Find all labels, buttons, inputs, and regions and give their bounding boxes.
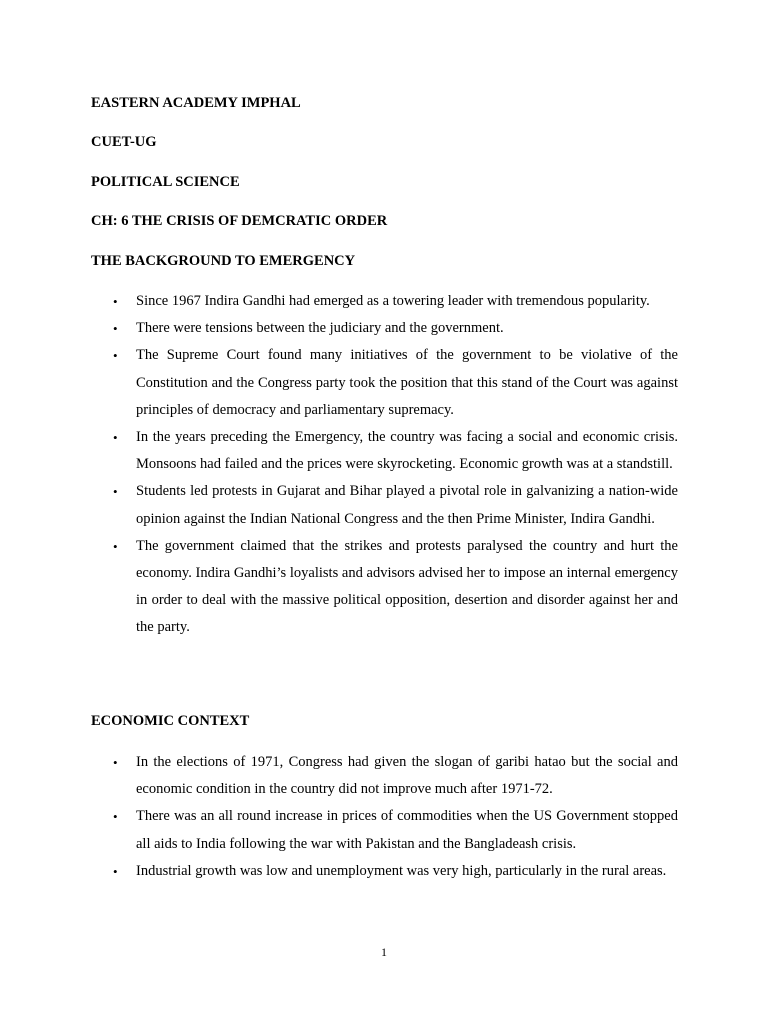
list-item-text: Industrial growth was low and unemployment was very high, particularly in the rural areas. <box>136 862 667 879</box>
exam-heading: CUET-UG <box>91 134 157 150</box>
bullet-icon: • <box>113 348 118 364</box>
list-item <box>91 749 678 803</box>
list-item <box>91 533 678 642</box>
list-item-text: In the years preceding the Emergency, the country was facing a social and economic crisis. Monsoons had failed and the prices were skyrocketing. Economic growth was at a standstill. <box>136 429 678 473</box>
page-number: 1 <box>381 945 387 959</box>
list-item <box>91 288 678 315</box>
list-item <box>91 803 678 857</box>
list-item-text: There was an all round increase in prices of commodities when the US Government stopped all aids to India following the war with Pakistan and the Bangladeash crisis. <box>136 808 678 852</box>
list-item-text: The Supreme Court found many initiatives of the government to be violative of the Constitution and the Congress party took the position that this stand of the Court was against principles of democracy and parliamentary supremacy. <box>136 347 678 418</box>
background-bullet-list <box>91 288 678 642</box>
list-item <box>91 424 678 478</box>
list-item-text: The government claimed that the strikes and protests paralysed the country and hurt the economy. Indira Gandhi’s loyalists and advisors advised her to impose an internal emergency in order to deal with the massive political opposition, desertion and disorder against her and the party. <box>136 537 678 636</box>
bullet-icon: • <box>113 809 118 825</box>
bullet-icon: • <box>113 321 118 337</box>
bullet-icon: • <box>113 755 118 770</box>
economic-section-heading: ECONOMIC CONTEXT <box>91 713 250 729</box>
list-item-text: Since 1967 Indira Gandhi had emerged as a towering leader with tremendous popularity. <box>136 293 650 309</box>
bullet-icon: • <box>113 430 118 446</box>
list-item <box>91 342 678 424</box>
list-item-text: There were tensions between the judiciary and the government. <box>136 320 504 337</box>
economic-bullet-list <box>91 749 678 885</box>
bullet-icon: • <box>113 294 118 309</box>
chapter-heading: CH: 6 THE CRISIS OF DEMCRATIC ORDER <box>91 213 388 229</box>
list-item <box>91 478 678 532</box>
bullet-icon: • <box>113 484 118 500</box>
background-section-heading: THE BACKGROUND TO EMERGENCY <box>91 253 356 269</box>
list-item-text: In the elections of 1971, Congress had given the slogan of garibi hatao but the social and economic condition in the country did not improve much after 1971-72. <box>136 754 678 798</box>
list-item-text: Students led protests in Gujarat and Bihar played a pivotal role in galvanizing a nation-wide opinion against the Indian National Congress and the then Prime Minister, Indira Gandhi. <box>136 483 678 527</box>
bullet-icon: • <box>113 863 118 879</box>
school-name-heading: EASTERN ACADEMY IMPHAL <box>91 95 301 111</box>
bullet-icon: • <box>113 538 118 554</box>
list-item <box>91 858 678 885</box>
subject-heading: POLITICAL SCIENCE <box>91 174 240 190</box>
list-item <box>91 315 678 342</box>
